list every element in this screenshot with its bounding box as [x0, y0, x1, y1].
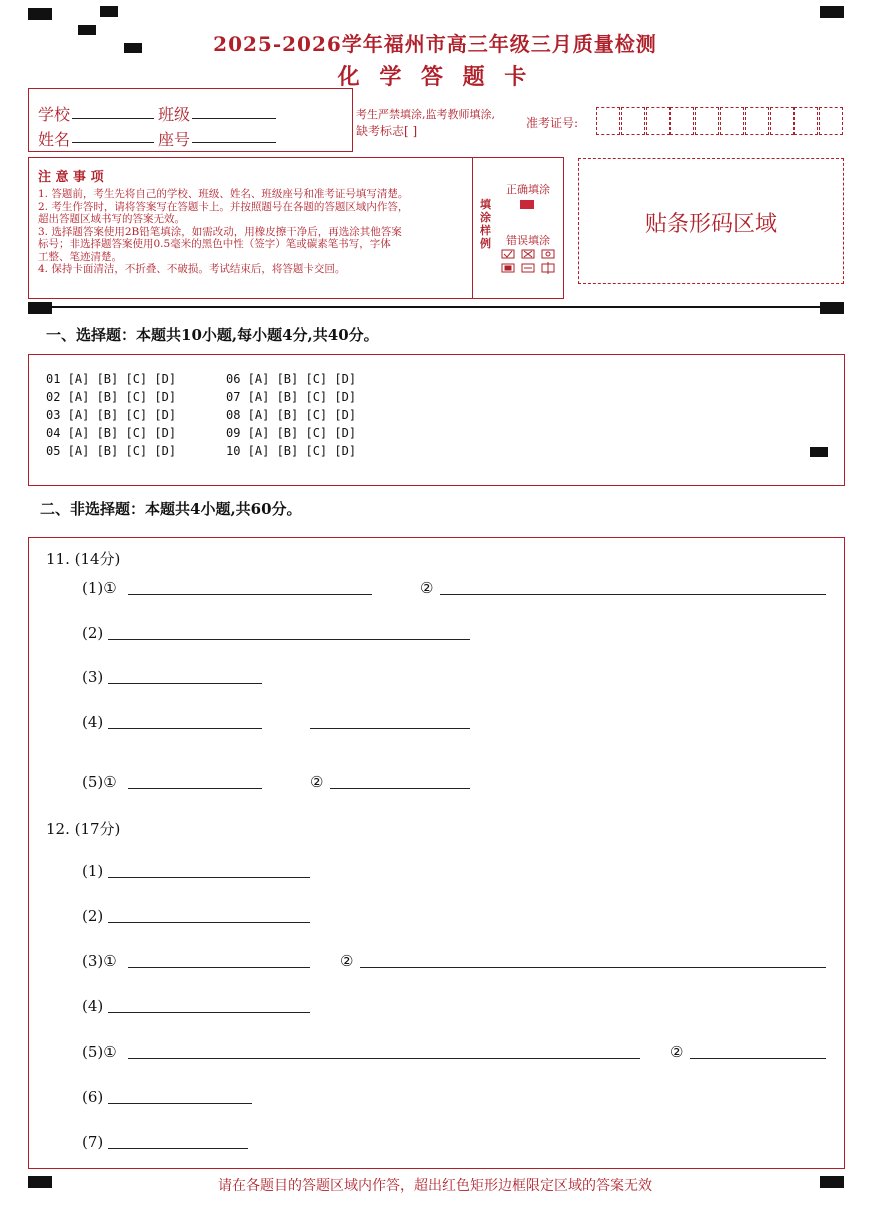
- q12-part2-label: (2): [82, 907, 104, 925]
- choice-row[interactable]: 09 [A] [B] [C] [D]: [226, 426, 357, 440]
- exam-number-cell[interactable]: [794, 107, 818, 135]
- absence-note: 考生严禁填涂,监考教师填涂,: [356, 108, 495, 121]
- q11-part3-line[interactable]: [108, 683, 262, 684]
- name-label: 姓名: [38, 130, 71, 149]
- class-field[interactable]: [192, 118, 276, 119]
- name-field[interactable]: [72, 142, 154, 143]
- q12-part3b-line[interactable]: [360, 967, 826, 968]
- exam-number-cell[interactable]: [695, 107, 719, 135]
- notes-item: 4. 保持卡面清洁，不折叠、不破损。考试结束后，将答题卡交回。: [38, 263, 346, 275]
- exam-number-cells[interactable]: [596, 107, 844, 135]
- exam-number-cell[interactable]: [621, 107, 645, 135]
- class-label: 班级: [158, 105, 191, 124]
- wrong-fill-samples: [500, 248, 558, 276]
- exam-number-cell[interactable]: [670, 107, 694, 135]
- notes-divider: [472, 157, 473, 299]
- page-title: 2025-2026学年福州市高三年级三月质量检测: [213, 32, 657, 56]
- choice-row[interactable]: 01 [A] [B] [C] [D]: [46, 372, 177, 386]
- choice-row[interactable]: 07 [A] [B] [C] [D]: [226, 390, 357, 404]
- school-label: 学校: [38, 105, 71, 124]
- notes-item: 2. 考生作答时，请将答案写在答题卡上。并按照题号在各题的答题区域内作答，: [38, 200, 409, 213]
- q12-part4-line[interactable]: [108, 1012, 310, 1013]
- notes-item: 标号；非选择题答案使用0.5毫米的黑色中性（签字）笔或碳素笔书写，字体: [38, 238, 391, 250]
- q12-part3b-label: ②: [340, 952, 354, 970]
- school-field[interactable]: [72, 118, 154, 119]
- q12-part3a-label: (3)①: [82, 952, 117, 970]
- choice-row[interactable]: 04 [A] [B] [C] [D]: [46, 426, 177, 440]
- section1-title: 一、选择题：本题共10小题,每小题4分,共40分。: [46, 326, 379, 344]
- q11-part5b-line[interactable]: [330, 788, 470, 789]
- notes-item: 工整、笔迹清楚。: [38, 250, 122, 263]
- section2-title: 二、非选择题：本题共4小题,共60分。: [40, 500, 302, 518]
- q11-part5a-label: (5)①: [82, 773, 117, 791]
- q12-part3a-line[interactable]: [128, 967, 310, 968]
- q11-heading: 11. (14分): [46, 550, 121, 568]
- exam-number-cell[interactable]: [646, 107, 670, 135]
- q12-part5b-label: ②: [670, 1043, 684, 1061]
- q12-heading: 12. (17分): [46, 820, 121, 838]
- q11-part1a-line[interactable]: [128, 594, 372, 595]
- notes-item: 3. 选择题答案使用2B铅笔填涂，如需改动，用橡皮擦干净后，再选涂其他答案: [38, 225, 402, 238]
- q11-part5b-label: ②: [310, 773, 324, 791]
- choice-row[interactable]: 06 [A] [B] [C] [D]: [226, 372, 357, 386]
- wrong-fill-dot-mark: [546, 252, 550, 256]
- barcode-area-label: 贴条形码区域: [644, 212, 777, 237]
- timing-mark: [28, 8, 52, 20]
- q11-part5a-line[interactable]: [128, 788, 262, 789]
- exam-number-cell[interactable]: [596, 107, 620, 135]
- q12-part1-line[interactable]: [108, 877, 310, 878]
- q12-part7-line[interactable]: [108, 1148, 248, 1149]
- choice-column-left: [46, 370, 176, 460]
- timing-mark: [820, 6, 844, 18]
- choice-column-right: [226, 370, 356, 460]
- page-subtitle: 化 学 答 题 卡: [337, 64, 533, 90]
- choice-row[interactable]: 05 [A] [B] [C] [D]: [46, 444, 177, 458]
- wrong-fill-label: 错误填涂: [506, 234, 550, 247]
- footer-note: 请在各题目的答题区域内作答，超出红色矩形边框限定区域的答案无效: [218, 1178, 652, 1194]
- q11-part1b-line[interactable]: [440, 594, 826, 595]
- q11-part2-label: (2): [82, 624, 104, 642]
- timing-mark: [820, 302, 844, 314]
- q11-part4b-line[interactable]: [310, 728, 470, 729]
- q11-part1a-label: (1)①: [82, 579, 117, 597]
- q11-part4a-line[interactable]: [108, 728, 262, 729]
- wrong-fill-check-mark: [504, 251, 512, 257]
- wrong-fill-half-mark: [505, 266, 511, 270]
- q11-part2-line[interactable]: [108, 639, 470, 640]
- choice-row[interactable]: 03 [A] [B] [C] [D]: [46, 408, 177, 422]
- correct-fill-swatch: [520, 200, 534, 209]
- notes-title: 注 意 事 项: [38, 170, 104, 185]
- notes-item: 1. 答题前，考生先将自己的学校、班级、姓名、班级座号和准考证号填写清楚。: [38, 188, 409, 200]
- q12-part4-label: (4): [82, 997, 104, 1015]
- q11-part4-label: (4): [82, 713, 104, 731]
- q12-part5b-line[interactable]: [690, 1058, 826, 1059]
- notes-list: [38, 188, 470, 276]
- exam-number-cell[interactable]: [819, 107, 843, 135]
- choice-row[interactable]: 02 [A] [B] [C] [D]: [46, 390, 177, 404]
- seat-label: 座号: [158, 130, 191, 149]
- q11-part1b-label: ②: [420, 579, 434, 597]
- q12-part6-label: (6): [82, 1088, 104, 1106]
- choice-row[interactable]: 08 [A] [B] [C] [D]: [226, 408, 357, 422]
- free-response-box: [28, 537, 845, 1169]
- q12-part5a-label: (5)①: [82, 1043, 117, 1061]
- wrong-fill-cross-mark: [524, 251, 532, 257]
- notes-item: 超出答题区域书写的答案无效。: [38, 213, 185, 225]
- exam-number-label: 准考证号:: [526, 116, 579, 130]
- seat-field[interactable]: [192, 142, 276, 143]
- exam-number-cell[interactable]: [720, 107, 744, 135]
- exam-number-cell[interactable]: [770, 107, 794, 135]
- choice-row[interactable]: 10 [A] [B] [C] [D]: [226, 444, 357, 458]
- header-separator: [28, 306, 844, 308]
- wrong-fill-dot-icon: [542, 250, 554, 258]
- q12-part5a-line[interactable]: [128, 1058, 640, 1059]
- absence-mark[interactable]: 缺考标志[ ]: [356, 124, 418, 138]
- fill-example-label: 填涂样例: [480, 198, 491, 250]
- q12-part7-label: (7): [82, 1133, 104, 1151]
- timing-mark: [100, 6, 118, 17]
- exam-number-cell[interactable]: [745, 107, 769, 135]
- q12-part6-line[interactable]: [108, 1103, 252, 1104]
- q12-part2-line[interactable]: [108, 922, 310, 923]
- q12-part1-label: (1): [82, 862, 104, 880]
- correct-fill-label: 正确填涂: [506, 183, 550, 196]
- timing-mark: [28, 302, 52, 314]
- q11-part3-label: (3): [82, 668, 104, 686]
